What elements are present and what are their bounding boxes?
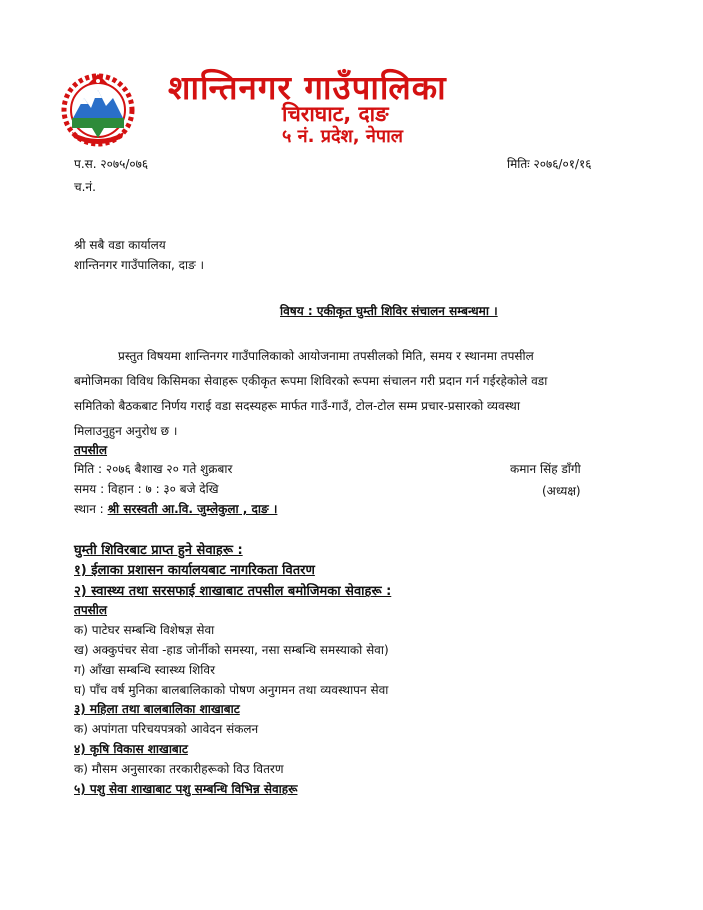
- letter-date: मितिः २०७६/०१/१६: [507, 157, 592, 171]
- health-services-subheading: तपसील: [74, 603, 108, 617]
- event-date: मिति : २०७६ बैशाख २० गते शुक्रबार: [74, 462, 233, 476]
- event-place-value: श्री सरस्वती आ.वि. जुम्लेकुला , दाङ ।: [107, 502, 278, 516]
- details-heading: तपसील: [74, 443, 108, 457]
- service-5-livestock: ५) पशु सेवा शाखाबाट पशु सम्बन्धि विभिन्न सेवाहरू: [74, 782, 298, 796]
- services-heading: घुम्ती शिविरबाट प्राप्त हुने सेवाहरू :: [74, 543, 243, 558]
- event-place-label: स्थान :: [74, 502, 104, 516]
- signatory-title: (अध्यक्ष): [542, 484, 581, 498]
- event-time: समय : विहान : ७ : ३० बजे देखि: [74, 482, 219, 496]
- health-service-item: क) पाटेघर सम्बन्धि विशेषज्ञ सेवा: [74, 623, 215, 637]
- health-service-item: घ) पाँच वर्ष मुनिका बालबालिकाको पोषण अनुगमन तथा व्यवस्थापन सेवा: [74, 683, 389, 697]
- body-line-3: समितिको बैठकबाट निर्णय गराई वडा सदस्यहरू मार्फत गाउँ-गाउँ, टोल-टोल सम्म प्रचार-प्रसारको व्यवस्था: [74, 399, 520, 413]
- body-line-2: बमोजिमका विविध किसिमका सेवाहरू एकीकृत रूपमा शिविरको रूपमा संचालन गरी प्रदान गर्न गईरहेकोले वडा: [74, 374, 548, 388]
- municipality-address-line2: ५ नं. प्रदेश, नेपाल: [282, 126, 403, 147]
- municipality-address-line1: चिराघाट, दाङ: [282, 102, 389, 126]
- body-line-4: मिलाउनुहुन अनुरोध छ ।: [74, 424, 178, 438]
- service-4-agriculture: ४) कृषि विकास शाखाबाट: [74, 742, 188, 756]
- body-line-1: प्रस्तुत विषयमा शान्तिनगर गाउँपालिकाको आयोजनामा तपसीलको मिति, समय र स्थानमा तपसील: [118, 349, 534, 363]
- health-service-item: ग) आँखा सम्बन्धि स्वास्थ्य शिविर: [74, 663, 215, 677]
- body-paragraph: [74, 344, 646, 444]
- agriculture-service-item: क) मौसम अनुसारका तरकारीहरूको विउ वितरण: [74, 762, 284, 776]
- health-service-item: ख) अक्कुपंचर सेवा -हाड जोर्नीको समस्या, नसा सम्बन्धि समस्याको सेवा): [74, 643, 389, 657]
- service-3-women-children: ३) महिला तथा बालबालिका शाखाबाट: [74, 702, 240, 716]
- women-children-service-item: क) अपांगता परिचयपत्रको आवेदन संकलन: [74, 722, 259, 736]
- dispatch-number: च.नं.: [74, 180, 96, 194]
- nepal-emblem-logo: [58, 68, 138, 148]
- recipient-line2: शान्तिनगर गाउँपालिका, दाङ ।: [74, 258, 205, 272]
- service-2-health: २) स्वास्थ्य तथा सरसफाई शाखाबाट तपसील बमोजिमका सेवाहरू :: [74, 584, 392, 599]
- municipality-name: शान्तिनगर गाउँपालिका: [168, 68, 447, 107]
- recipient-line1: श्री सबै वडा कार्यालय: [74, 238, 166, 252]
- letter-reference-number: प.स. २०७५/०७६: [74, 157, 149, 171]
- service-1-citizenship: १) ईलाका प्रशासन कार्यालयबाट नागरिकता वितरण: [74, 563, 315, 578]
- letter-subject: विषय : एकीकृत घुम्ती शिविर संचालन सम्बन्धमा ।: [280, 304, 498, 318]
- event-place: [74, 500, 277, 517]
- signatory-name: कमान सिंह डाँगी: [510, 462, 581, 476]
